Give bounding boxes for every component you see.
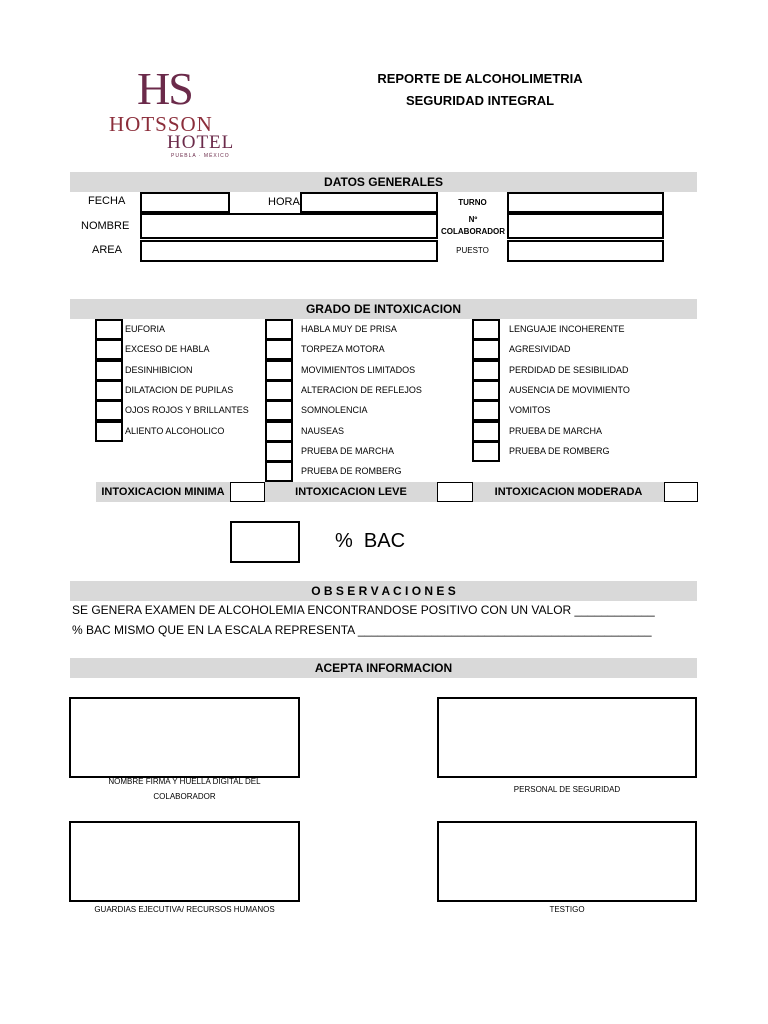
symptom-label-minima-4: DILATACION DE PUPILAS (125, 384, 234, 395)
symptom-label-moderada-3: PERDIDAD DE SESIBILIDAD (509, 364, 629, 375)
symptom-label-minima-5: OJOS ROJOS Y BRILLANTES (125, 405, 249, 416)
symptom-checkbox-minima-6[interactable] (95, 421, 123, 442)
nombre-label: NOMBRE (81, 220, 130, 232)
symptom-checkbox-leve-7[interactable] (265, 441, 293, 462)
symptom-label-leve-1: HABLA MUY DE PRISA (301, 324, 397, 334)
logo-sub: HOTEL (167, 132, 235, 153)
symptom-label-leve-3: MOVIMIENTOS LIMITADOS (301, 364, 416, 375)
symptom-label-leve-5: SOMNOLENCIA (301, 405, 368, 416)
symptom-checkbox-minima-2[interactable] (95, 339, 123, 360)
symptom-checkbox-moderada-7[interactable] (472, 441, 500, 462)
symptom-checkbox-leve-2[interactable] (265, 339, 293, 360)
symptom-checkbox-leve-8[interactable] (265, 461, 293, 482)
report-subtitle: SEGURIDAD INTEGRAL (405, 93, 555, 108)
symptom-checkbox-minima-5[interactable] (95, 400, 123, 421)
puesto-label: PUESTO (456, 246, 489, 255)
hotsson-logo (105, 63, 250, 163)
symptom-checkbox-minima-1[interactable] (95, 319, 123, 340)
symptom-checkbox-leve-4[interactable] (265, 380, 293, 401)
logo-brand: HOTSSON (109, 112, 213, 136)
intoxicacion-moderada-label: INTOXICACION MODERADA (473, 482, 664, 502)
puesto-field[interactable] (507, 240, 664, 262)
symptom-label-moderada-4: AUSENCIA DE MOVIMIENTO (509, 384, 630, 395)
symptom-checkbox-moderada-4[interactable] (472, 380, 500, 401)
symptom-checkbox-moderada-2[interactable] (472, 339, 500, 360)
symptom-label-moderada-6: PRUEBA DE MARCHA (509, 425, 603, 436)
fecha-field[interactable] (140, 192, 230, 213)
testigo-signature-caption: TESTIGO (549, 905, 585, 914)
symptom-label-minima-3: DESINHIBICION (125, 364, 193, 375)
symptom-label-minima-6: ALIENTO ALCOHOLICO (125, 425, 225, 436)
symptom-label-minima-1: EUFORIA (125, 324, 166, 334)
symptom-checkbox-moderada-5[interactable] (472, 400, 500, 421)
turno-label: TURNO (458, 198, 487, 207)
intoxicacion-leve-label: INTOXICACION LEVE (265, 482, 437, 502)
colaborador-caption-line-2: COLABORADOR (153, 792, 216, 801)
no-colaborador-field[interactable] (507, 213, 664, 239)
intoxicacion-minima-label: INTOXICACION MINIMA (96, 482, 230, 502)
symptom-label-leve-7: PRUEBA DE MARCHA (301, 445, 395, 456)
testigo-signature-box[interactable] (437, 821, 697, 902)
symptom-label-moderada-7: PRUEBA DE ROMBERG (509, 445, 610, 456)
seguridad-signature-box[interactable] (437, 697, 697, 778)
symptom-label-minima-2: EXCESO DE HABLA (125, 344, 210, 355)
symptom-checkbox-minima-4[interactable] (95, 380, 123, 401)
symptom-label-leve-6: NAUSEAS (301, 425, 345, 436)
observaciones-line-1: SE GENERA EXAMEN DE ALCOHOLEMIA ENCONTRANDOSE POSITIVO CON UN VALOR ____________ (72, 603, 655, 617)
bac-field[interactable] (230, 521, 300, 563)
intoxicacion-minima-checkbox[interactable] (230, 482, 265, 502)
fecha-label: FECHA (88, 195, 126, 207)
bac-label: % BAC (335, 530, 406, 552)
hora-field[interactable] (300, 192, 438, 213)
symptom-label-leve-2: TORPEZA MOTORA (301, 344, 385, 355)
report-title: REPORTE DE ALCOHOLIMETRIA (377, 71, 583, 86)
seguridad-signature-caption: PERSONAL DE SEGURIDAD (513, 785, 621, 794)
symptom-checkbox-minima-3[interactable] (95, 360, 123, 381)
symptom-checkbox-leve-5[interactable] (265, 400, 293, 421)
no-colaborador-label-1: Nº (468, 215, 478, 224)
symptom-checkbox-leve-3[interactable] (265, 360, 293, 381)
area-field[interactable] (140, 240, 438, 262)
rrhh-signature-box[interactable] (69, 821, 300, 902)
intoxicacion-leve-checkbox[interactable] (437, 482, 473, 502)
symptom-label-moderada-5: VOMITOS (509, 405, 551, 416)
hora-label: HORA (268, 196, 300, 208)
symptom-checkbox-leve-6[interactable] (265, 421, 293, 442)
observaciones-line-2: % BAC MISMO QUE EN LA ESCALA REPRESENTA ____________________________________________ (72, 623, 652, 637)
symptom-checkbox-moderada-1[interactable] (472, 319, 500, 340)
grado-intoxicacion-header: GRADO DE INTOXICACION (70, 299, 697, 319)
rrhh-signature-caption: GUARDIAS EJECUTIVA/ RECURSOS HUMANOS (94, 905, 275, 914)
area-label: AREA (92, 244, 122, 256)
intoxicacion-moderada-checkbox[interactable] (664, 482, 698, 502)
symptom-label-moderada-2: AGRESIVIDAD (509, 344, 571, 355)
colaborador-signature-box[interactable] (69, 697, 300, 778)
symptom-checkbox-moderada-3[interactable] (472, 360, 500, 381)
colaborador-signature-caption (69, 775, 300, 804)
acepta-informacion-header: ACEPTA INFORMACION (70, 658, 697, 678)
symptom-label-leve-8: PRUEBA DE ROMBERG (301, 466, 402, 477)
nombre-field[interactable] (140, 213, 438, 239)
colaborador-caption-line-1: NOMBRE FIRMA Y HUELLA DIGITAL DEL (108, 777, 261, 786)
symptom-label-moderada-1: LENGUAJE INCOHERENTE (509, 324, 625, 334)
turno-field[interactable] (507, 192, 664, 213)
symptom-checkbox-moderada-6[interactable] (472, 421, 500, 442)
observaciones-header: O B S E R V A C I O N E S (70, 581, 697, 601)
symptom-label-leve-4: ALTERACION DE REFLEJOS (301, 384, 422, 395)
logo-monogram: HS (137, 63, 192, 114)
symptom-checkbox-leve-1[interactable] (265, 319, 293, 340)
logo-location: PUEBLA · MÉXICO (171, 153, 230, 159)
no-colaborador-label-2: COLABORADOR (441, 227, 505, 236)
datos-generales-header: DATOS GENERALES (70, 172, 697, 192)
